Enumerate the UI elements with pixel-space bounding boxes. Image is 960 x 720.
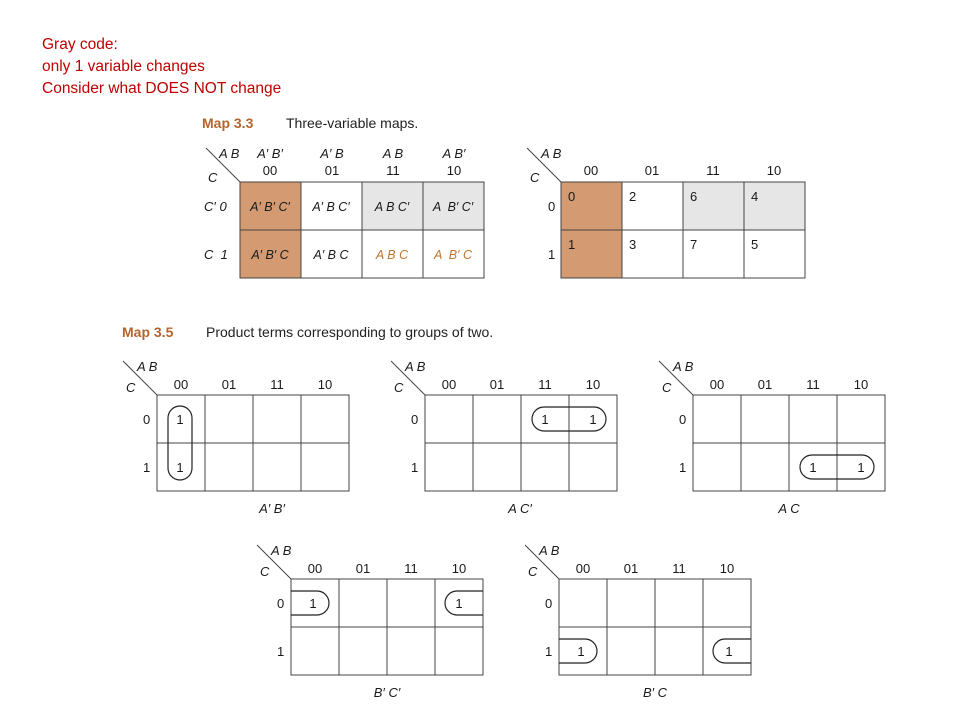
col-code: 10 xyxy=(446,163,462,178)
col-code: 11 xyxy=(270,377,284,392)
map35-caption: Product terms corresponding to groups of two. xyxy=(206,324,494,340)
col-code: 01 xyxy=(757,377,773,392)
corner-var-ab: A B xyxy=(271,543,292,558)
grouping-loop xyxy=(445,591,483,615)
note-line-3: Consider what DOES NOT change xyxy=(42,80,282,97)
note-line-2: only 1 variable changes xyxy=(42,58,205,75)
product-term: A′ B′ xyxy=(259,501,285,516)
row-label: 1 xyxy=(411,460,419,475)
row-label: 0 xyxy=(545,596,553,611)
one-entry: 1 xyxy=(455,596,463,611)
minterm-number: 2 xyxy=(629,189,637,204)
col-code: 00 xyxy=(575,561,591,576)
row-label: 1 xyxy=(545,644,553,659)
col-code: 10 xyxy=(451,561,467,576)
group-map-b-prime-c-prime xyxy=(257,543,483,700)
minterm-cell: A′ B C xyxy=(313,248,349,262)
col-code: 00 xyxy=(262,163,278,178)
one-entry: 1 xyxy=(809,460,817,475)
col-var-label: A′ B xyxy=(320,146,344,161)
col-code: 10 xyxy=(317,377,333,392)
row-label: 1 xyxy=(143,460,151,475)
group-map-a-c-prime xyxy=(391,359,617,516)
row-label: C′ 0 xyxy=(204,199,227,214)
map33-right-kmap xyxy=(527,146,805,278)
corner-var-c: C xyxy=(126,380,136,395)
col-code: 10 xyxy=(585,377,601,392)
col-code: 11 xyxy=(386,163,400,178)
minterm-number: 6 xyxy=(690,189,698,204)
col-code: 11 xyxy=(806,377,820,392)
row-label: 0 xyxy=(277,596,285,611)
col-code: 00 xyxy=(709,377,725,392)
row-label: 1 xyxy=(679,460,687,475)
col-code: 11 xyxy=(672,561,686,576)
row-label: 1 xyxy=(548,247,556,262)
minterm-cell: A B C xyxy=(375,248,409,262)
corner-var-c: C xyxy=(662,380,672,395)
map33-caption: Three-variable maps. xyxy=(286,115,419,131)
minterm-cell: A′ B C′ xyxy=(312,200,350,214)
corner-var-ab: A B xyxy=(539,543,560,558)
product-term: A C xyxy=(778,501,800,516)
col-code: 01 xyxy=(221,377,237,392)
note-line-1: Gray code: xyxy=(42,36,118,53)
col-var-label: A′ B′ xyxy=(257,146,283,161)
col-code: 11 xyxy=(706,163,720,178)
group-map-b-prime-c xyxy=(525,543,751,700)
minterm-number: 3 xyxy=(629,237,637,252)
one-entry: 1 xyxy=(589,412,597,427)
one-entry: 1 xyxy=(176,412,184,427)
corner-var-c: C xyxy=(208,170,218,185)
col-code: 01 xyxy=(644,163,660,178)
minterm-cell: A′ B′ C xyxy=(251,248,289,262)
col-code: 00 xyxy=(441,377,457,392)
col-var-label: A B xyxy=(382,146,404,161)
group-map-a-b-prime xyxy=(123,359,349,516)
group-map-a-c xyxy=(659,359,885,516)
col-code: 01 xyxy=(355,561,371,576)
row-label: 0 xyxy=(143,412,151,427)
col-code: 10 xyxy=(719,561,735,576)
row-label: 0 xyxy=(548,199,556,214)
product-term: B′ C xyxy=(642,685,668,700)
minterm-number: 5 xyxy=(751,237,759,252)
row-label: 0 xyxy=(679,412,687,427)
one-entry: 1 xyxy=(857,460,865,475)
corner-var-ab: A B xyxy=(219,146,240,161)
corner-var-c: C xyxy=(394,380,404,395)
col-code: 11 xyxy=(538,377,552,392)
minterm-cell: A B′ C′ xyxy=(432,200,474,214)
minterm-number: 1 xyxy=(568,237,576,252)
col-code: 10 xyxy=(766,163,782,178)
one-entry: 1 xyxy=(541,412,549,427)
minterm-number: 0 xyxy=(568,189,576,204)
minterm-cell: A B C′ xyxy=(374,200,410,214)
col-code: 00 xyxy=(583,163,599,178)
one-entry: 1 xyxy=(577,644,585,659)
minterm-cell: A′ B′ C′ xyxy=(250,200,290,214)
corner-var-c: C xyxy=(260,564,270,579)
col-code: 11 xyxy=(404,561,418,576)
minterm-number: 4 xyxy=(751,189,759,204)
col-code: 10 xyxy=(853,377,869,392)
corner-var-ab: A B xyxy=(405,359,426,374)
col-code: 01 xyxy=(324,163,340,178)
corner-var-ab: A B xyxy=(137,359,158,374)
row-label: C 1 xyxy=(204,247,228,262)
corner-var-ab: A B xyxy=(541,146,562,161)
map33-label: Map 3.3 xyxy=(202,115,254,131)
minterm-number: 7 xyxy=(690,237,698,252)
one-entry: 1 xyxy=(176,460,184,475)
col-code: 01 xyxy=(489,377,505,392)
one-entry: 1 xyxy=(309,596,317,611)
col-code: 00 xyxy=(173,377,189,392)
col-code: 00 xyxy=(307,561,323,576)
col-code: 01 xyxy=(623,561,639,576)
map35-label: Map 3.5 xyxy=(122,324,174,340)
row-label: 1 xyxy=(277,644,285,659)
product-term: A C′ xyxy=(508,501,532,516)
corner-var-c: C xyxy=(530,170,540,185)
row-label: 0 xyxy=(411,412,419,427)
one-entry: 1 xyxy=(725,644,733,659)
product-term: B′ C′ xyxy=(373,685,401,700)
corner-var-ab: A B xyxy=(673,359,694,374)
col-var-label: A B′ xyxy=(442,146,466,161)
map33-left-kmap xyxy=(204,146,484,278)
minterm-cell: A B′ C xyxy=(433,248,473,262)
corner-var-c: C xyxy=(528,564,538,579)
